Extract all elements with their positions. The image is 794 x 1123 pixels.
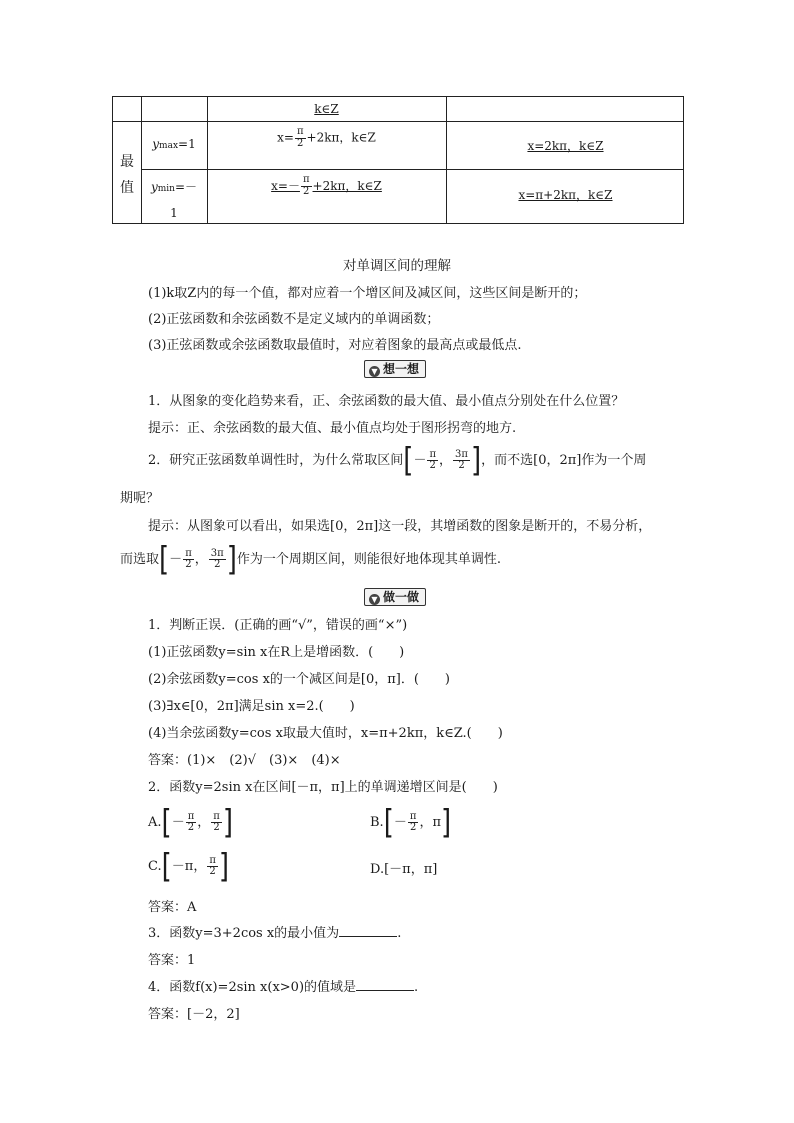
sin-min-prefix: x=－ (271, 178, 300, 193)
table-divider (141, 169, 683, 170)
question-text (148, 922, 401, 941)
fraction-denominator: 2 (187, 822, 195, 833)
hint-text: 提示：正、余弦函数的最大值、最小值点均处于图形拐弯的地方. (148, 421, 517, 436)
question-part: ，而不选[0，2π]作为一个周 (481, 453, 647, 468)
hint-text: 而选取[－ $\frac{\pi}{2}$ ， $\frac{3\pi}{2}$ ]作为一个周期区间，则能很好地体现其单调性. (120, 540, 502, 579)
badge-label: 做一做 (383, 590, 420, 604)
sin-max-prefix: x= (277, 130, 294, 145)
row-label-char: 值 (120, 180, 134, 196)
fraction (207, 856, 218, 878)
option-b: B.[－ $\frac{\pi}{2}$ ，π] (370, 803, 452, 842)
cos-min-cell (446, 186, 685, 203)
question-item: (4)当余弦函数y=cos x取最大值时，x=π+2kπ，k∈Z.( ) (148, 726, 503, 741)
ymax-subscript: max (159, 141, 179, 151)
fraction-denominator: 2 (209, 866, 216, 877)
fraction (183, 549, 194, 571)
bracket-icon: ] (470, 441, 482, 480)
fraction (453, 450, 470, 472)
do-badge (364, 588, 426, 606)
section-heading: 对单调区间的理解 (343, 258, 451, 274)
bracket-icon: ] (218, 847, 230, 886)
answer-text: 答案：A (148, 900, 197, 915)
question-text: 2．函数y=2sin x在区间[－π，π]上的单调递增区间是( ) (148, 780, 498, 795)
question-text: 2．研究正弦函数单调性时，为什么常取区间[－ $\frac{\pi}{2}$ ， $\frac{3\pi}{2}$ ]，而不选[0，2π]作为一个周 (148, 441, 647, 480)
hint-text: 提示：从图象可以看出，如果选[0，2π]这一段，其增函数的图象是断开的，不易分析， (148, 519, 652, 534)
answer-blank (339, 924, 397, 937)
question-item: (3)∃x∈[0，2π]满足sin x=2.( ) (148, 699, 355, 714)
fraction-numerator: 3π (455, 448, 468, 460)
question-text (148, 976, 418, 995)
question-item: (2)余弦函数y=cos x的一个减区间是[0，π]．( ) (148, 672, 450, 687)
question-part: . (414, 980, 419, 995)
table-divider (446, 97, 447, 223)
cos-max-cell (446, 137, 685, 154)
sin-min-cell (207, 175, 446, 197)
option-c: C.[－π， $\frac{\pi}{2}$ ] (148, 847, 230, 886)
answer-text: 答案：1 (148, 953, 196, 968)
fraction-numerator: π (409, 810, 417, 822)
hint-part: 而选取 (120, 552, 160, 567)
cos-max-value: x=2kπ，k∈Z (527, 139, 604, 153)
fraction (186, 812, 197, 834)
question-item: (1)正弦函数y=sin x在R上是增函数．( ) (148, 645, 405, 660)
fraction-numerator: π (429, 448, 437, 460)
think-badge (364, 360, 426, 378)
sin-max-suffix: +2kπ，k∈Z (306, 130, 376, 145)
fraction-numerator: 3π (210, 547, 224, 559)
answer-blank (356, 978, 414, 991)
row-label-char: 最 (120, 154, 134, 170)
question-part: 2．研究正弦函数单调性时，为什么常取区间 (148, 453, 404, 468)
chevron-down-icon: ▼ (369, 366, 380, 377)
question-text: 1．从图象的变化趋势来看，正、余弦函数的最大值、最小值点分别处在什么位置？ (148, 394, 625, 409)
ymin-subscript: min (157, 184, 175, 194)
understanding-item: (1)k取Z内的每一个值，都对应着一个增区间及减区间，这些区间是断开的； (148, 286, 587, 301)
table-divider (113, 121, 683, 122)
option-a: A.[－ $\frac{\pi}{2}$ ， $\frac{\pi}{2}$ ] (148, 803, 234, 842)
chevron-down-icon: ▼ (369, 594, 380, 605)
bracket-icon: [ (159, 540, 170, 579)
bracket-icon: ] (440, 803, 452, 842)
bracket-icon: [ (383, 803, 394, 842)
fraction-denominator: 2 (185, 559, 192, 570)
understanding-item: (3)正弦函数或余弦函数取最值时，对应着图象的最高点或最低点. (148, 338, 522, 353)
option-letter: A. (148, 815, 162, 830)
ymin-cell (141, 175, 207, 225)
fraction (209, 549, 226, 571)
fraction-denominator: 2 (429, 460, 436, 471)
fraction (427, 450, 438, 472)
bracket-icon: ] (222, 803, 234, 842)
answer-text: 答案：[－2，2] (148, 1007, 240, 1022)
fraction (301, 175, 312, 197)
fraction-numerator: π (296, 126, 304, 137)
fraction-denominator: 2 (213, 822, 220, 833)
question-text: 1．判断正误．(正确的画“√”，错误的画“×”) (148, 618, 408, 633)
bracket-icon: [ (403, 441, 414, 480)
ymax-symbol: y (152, 137, 160, 151)
fraction-numerator: π (187, 810, 195, 822)
extremum-table (112, 96, 684, 224)
badge-label: 想一想 (383, 362, 420, 376)
fraction-denominator: 2 (297, 137, 304, 149)
answer-text: 答案：(1)× (2)√ (3)× (4)× (148, 753, 341, 768)
ymax-value: =1 (178, 137, 196, 151)
fraction-numerator: π (209, 854, 216, 866)
sin-min-suffix: +2kπ，k∈Z (312, 178, 382, 193)
understanding-item: (2)正弦函数和余弦函数不是定义域内的单调函数； (148, 312, 440, 327)
sin-min-underlined (271, 174, 382, 197)
bracket-icon: [ (161, 847, 172, 886)
fraction (295, 127, 306, 149)
fraction-numerator: π (302, 174, 310, 185)
fraction-numerator: π (213, 810, 220, 822)
fraction (408, 812, 419, 834)
row-label-extremum (113, 149, 141, 201)
fraction-denominator: 2 (214, 559, 221, 570)
table-cell-k-range (207, 102, 446, 116)
fraction (211, 812, 222, 834)
sin-max-cell (207, 127, 446, 149)
question-part: 3．函数y=3+2cos x的最小值为 (148, 926, 340, 941)
question-part: . (397, 926, 402, 941)
question-text: 期呢？ (120, 491, 160, 506)
option-d: D.[－π，π] (370, 862, 438, 877)
k-range-text: k∈Z (314, 102, 339, 116)
ymin-value: =－ (174, 180, 198, 194)
ymin-value-cont: 1 (170, 206, 178, 220)
ymin-symbol: y (150, 180, 158, 194)
option-letter: C. (148, 859, 162, 874)
option-letter: B. (370, 815, 384, 830)
bracket-icon: [ (161, 803, 172, 842)
bracket-icon: ] (226, 540, 237, 579)
fraction-denominator: 2 (458, 460, 465, 471)
question-part: 4．函数f(x)=2sin x(x>0)的值域是 (148, 980, 357, 995)
fraction-denominator: 2 (303, 185, 310, 197)
ymax-cell (141, 137, 207, 151)
fraction-numerator: π (185, 547, 192, 559)
fraction-denominator: 2 (409, 822, 417, 833)
cos-min-value: x=π+2kπ，k∈Z (518, 188, 613, 202)
hint-part: 作为一个周期区间，则能很好地体现其单调性. (236, 552, 502, 567)
